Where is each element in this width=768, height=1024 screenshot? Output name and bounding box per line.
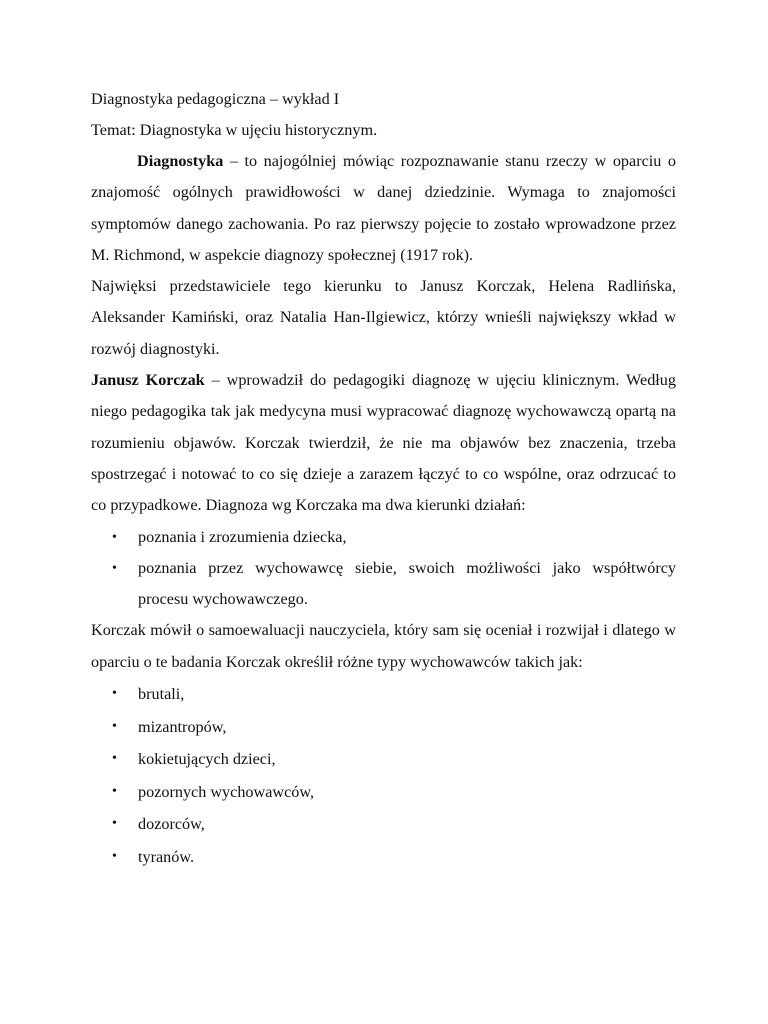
list-diagnosis-directions: [91, 522, 676, 616]
term-janusz-korczak: Janusz Korczak: [91, 371, 205, 390]
document-page: [91, 84, 676, 873]
bullet-icon: •: [112, 718, 117, 734]
list-item: • brutali,: [91, 678, 676, 711]
list-item: • poznania i zrozumienia dziecka,: [91, 522, 676, 553]
bullet-icon: •: [112, 783, 117, 799]
bullet-icon: •: [112, 529, 117, 545]
lecture-topic: Temat: Diagnostyka w ujęciu historycznym.: [91, 121, 378, 139]
list-item: • dozorców,: [91, 808, 676, 841]
paragraph-diagnostyka-text: – to najogólniej mówiąc rozpoznawanie stanu rzeczy w oparciu o znajomość ogólnych prawidłowości w danej dziedzinie. Wymaga to znajomości symptomów danego zachowania. Po raz pierwszy pojęcie to zostało wprowadzone przez M. Richmond, w aspekcie diagnozy społecznej (1917 rok).: [91, 152, 676, 264]
bullet-icon: •: [112, 751, 117, 767]
paragraph-korczak: [91, 365, 676, 521]
bullet-icon: •: [112, 848, 117, 864]
list-item: • poznania przez wychowawcę siebie, swoich możliwości jako współtwórcy procesu wychowawczego.: [91, 553, 676, 616]
bullet-icon: •: [112, 560, 117, 576]
paragraph-self-evaluation: Korczak mówił o samoewaluacji nauczyciela, który sam się oceniał i rozwijał i dlatego w oparciu o te badania Korczak określił różne typy wychowawców takich jak:: [91, 621, 676, 671]
paragraph-diagnostyka: [91, 146, 676, 271]
bullet-icon: •: [112, 816, 117, 832]
list-educator-types: [91, 678, 676, 873]
paragraph-representatives: Najwięksi przedstawiciele tego kierunku to Janusz Korczak, Helena Radlińska, Aleksander Kamiński, oraz Natalia Han-Ilgiewicz, którzy wnieśli największy wkład w rozwój diagnostyki.: [91, 277, 676, 358]
term-diagnostyka: Diagnostyka: [137, 152, 224, 170]
paragraph-korczak-text: – wprowadził do pedagogiki diagnozę w ujęciu klinicznym. Według niego pedagogika tak jak medycyna musi wypracować diagnozę wychowawczą opartą na rozumieniu objawów. Korczak twierdził, że nie ma objawów bez znaczenia, trzeba spostrzegać i notować to co się dzieje a zarazem łączyć to co wspólne, oraz odrzucać to co przypadkowe. Diagnoza wg Korczaka ma dwa kierunki działań:: [91, 371, 676, 515]
list-item: • kokietujących dzieci,: [91, 743, 676, 776]
list-item: • tyranów.: [91, 841, 676, 874]
bullet-icon: •: [112, 686, 117, 702]
list-item: • pozornych wychowawców,: [91, 776, 676, 809]
list-item: • mizantropów,: [91, 711, 676, 744]
lecture-header: Diagnostyka pedagogiczna – wykład I: [91, 90, 340, 108]
